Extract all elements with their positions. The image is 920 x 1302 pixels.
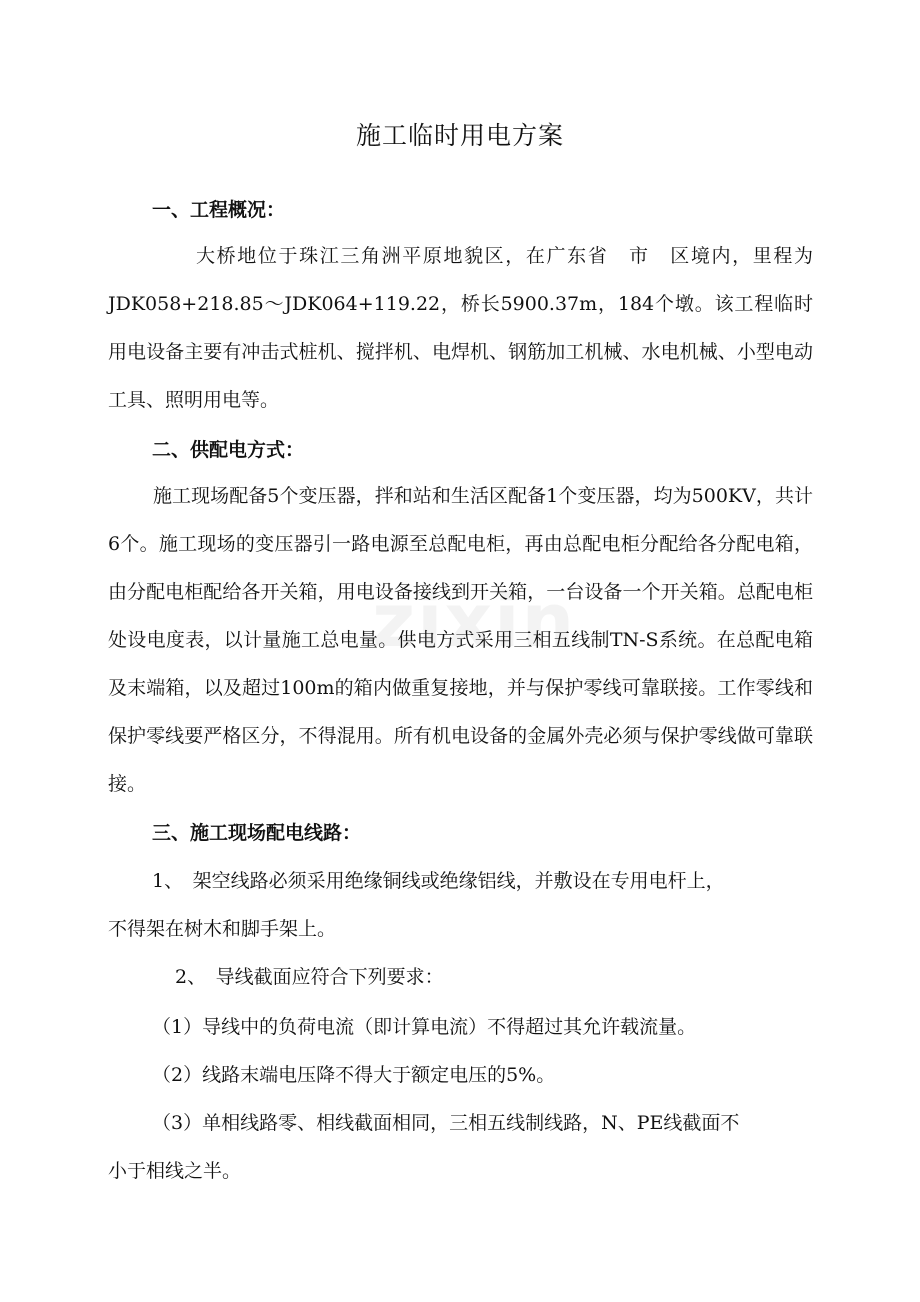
section-heading-power-supply: 二、供配电方式： (152, 439, 305, 461)
wiring-item-2: 2、 导线截面应符合下列要求： (175, 966, 444, 988)
power-supply-paragraph: 施工现场配备5个变压器，拌和站和生活区配备1个变压器，均为500KV，共计6个。施工现场的变压器引一路电源至总配电柜，再由总配电柜分配给各分配电箱，由分配电柜配给各开关箱，用电设备接线到开关箱，一台设备一个开关箱。总配电柜处设电度表，以计量施工总电量。供电方式采用三相五线制TN-S系统。在总配电箱及末端箱，以及超过100m的箱内做重复接地，并与保护零线可靠联接。工作零线和保护零线要严格区分，不得混用。所有机电设备的金属外壳必须与保护零线做可靠联接。 (108, 485, 813, 795)
overview-paragraph: 大桥地位于珠江三角洲平原地貌区，在广东省 市 区境内，里程为JDK058+218.85～JDK064+119.22，桥长5900.37m，184个墩。该工程临时用电设备主要有冲击式桩机、搅拌机、电焊机、钢筋加工机械、水电机械、小型电动工具、照明用电等。 (108, 245, 813, 411)
page-title: 施工临时用电方案 (355, 121, 564, 150)
wiring-item-1-line-1: 1、 架空线路必须采用绝缘铜线或绝缘铝线，并敷设在专用电杆上， (152, 870, 725, 892)
wiring-sub-1: （1）导线中的负荷电流（即计算电流）不得超过其允许载流量。 (152, 1016, 697, 1038)
wiring-sub-3-line-2: 小于相线之半。 (108, 1160, 242, 1182)
wiring-item-1-line-2: 不得架在树木和脚手架上。 (108, 918, 337, 940)
watermark: zixin (372, 578, 577, 664)
section-heading-overview: 一、工程概况： (152, 199, 286, 221)
wiring-sub-2: （2）线路末端电压降不得大于额定电压的5%。 (152, 1064, 556, 1086)
section-heading-wiring: 三、施工现场配电线路： (152, 822, 362, 844)
wiring-sub-3-line-1: （3）单相线路零、相线截面相同，三相五线制线路，N、PE线截面不 (152, 1112, 740, 1134)
